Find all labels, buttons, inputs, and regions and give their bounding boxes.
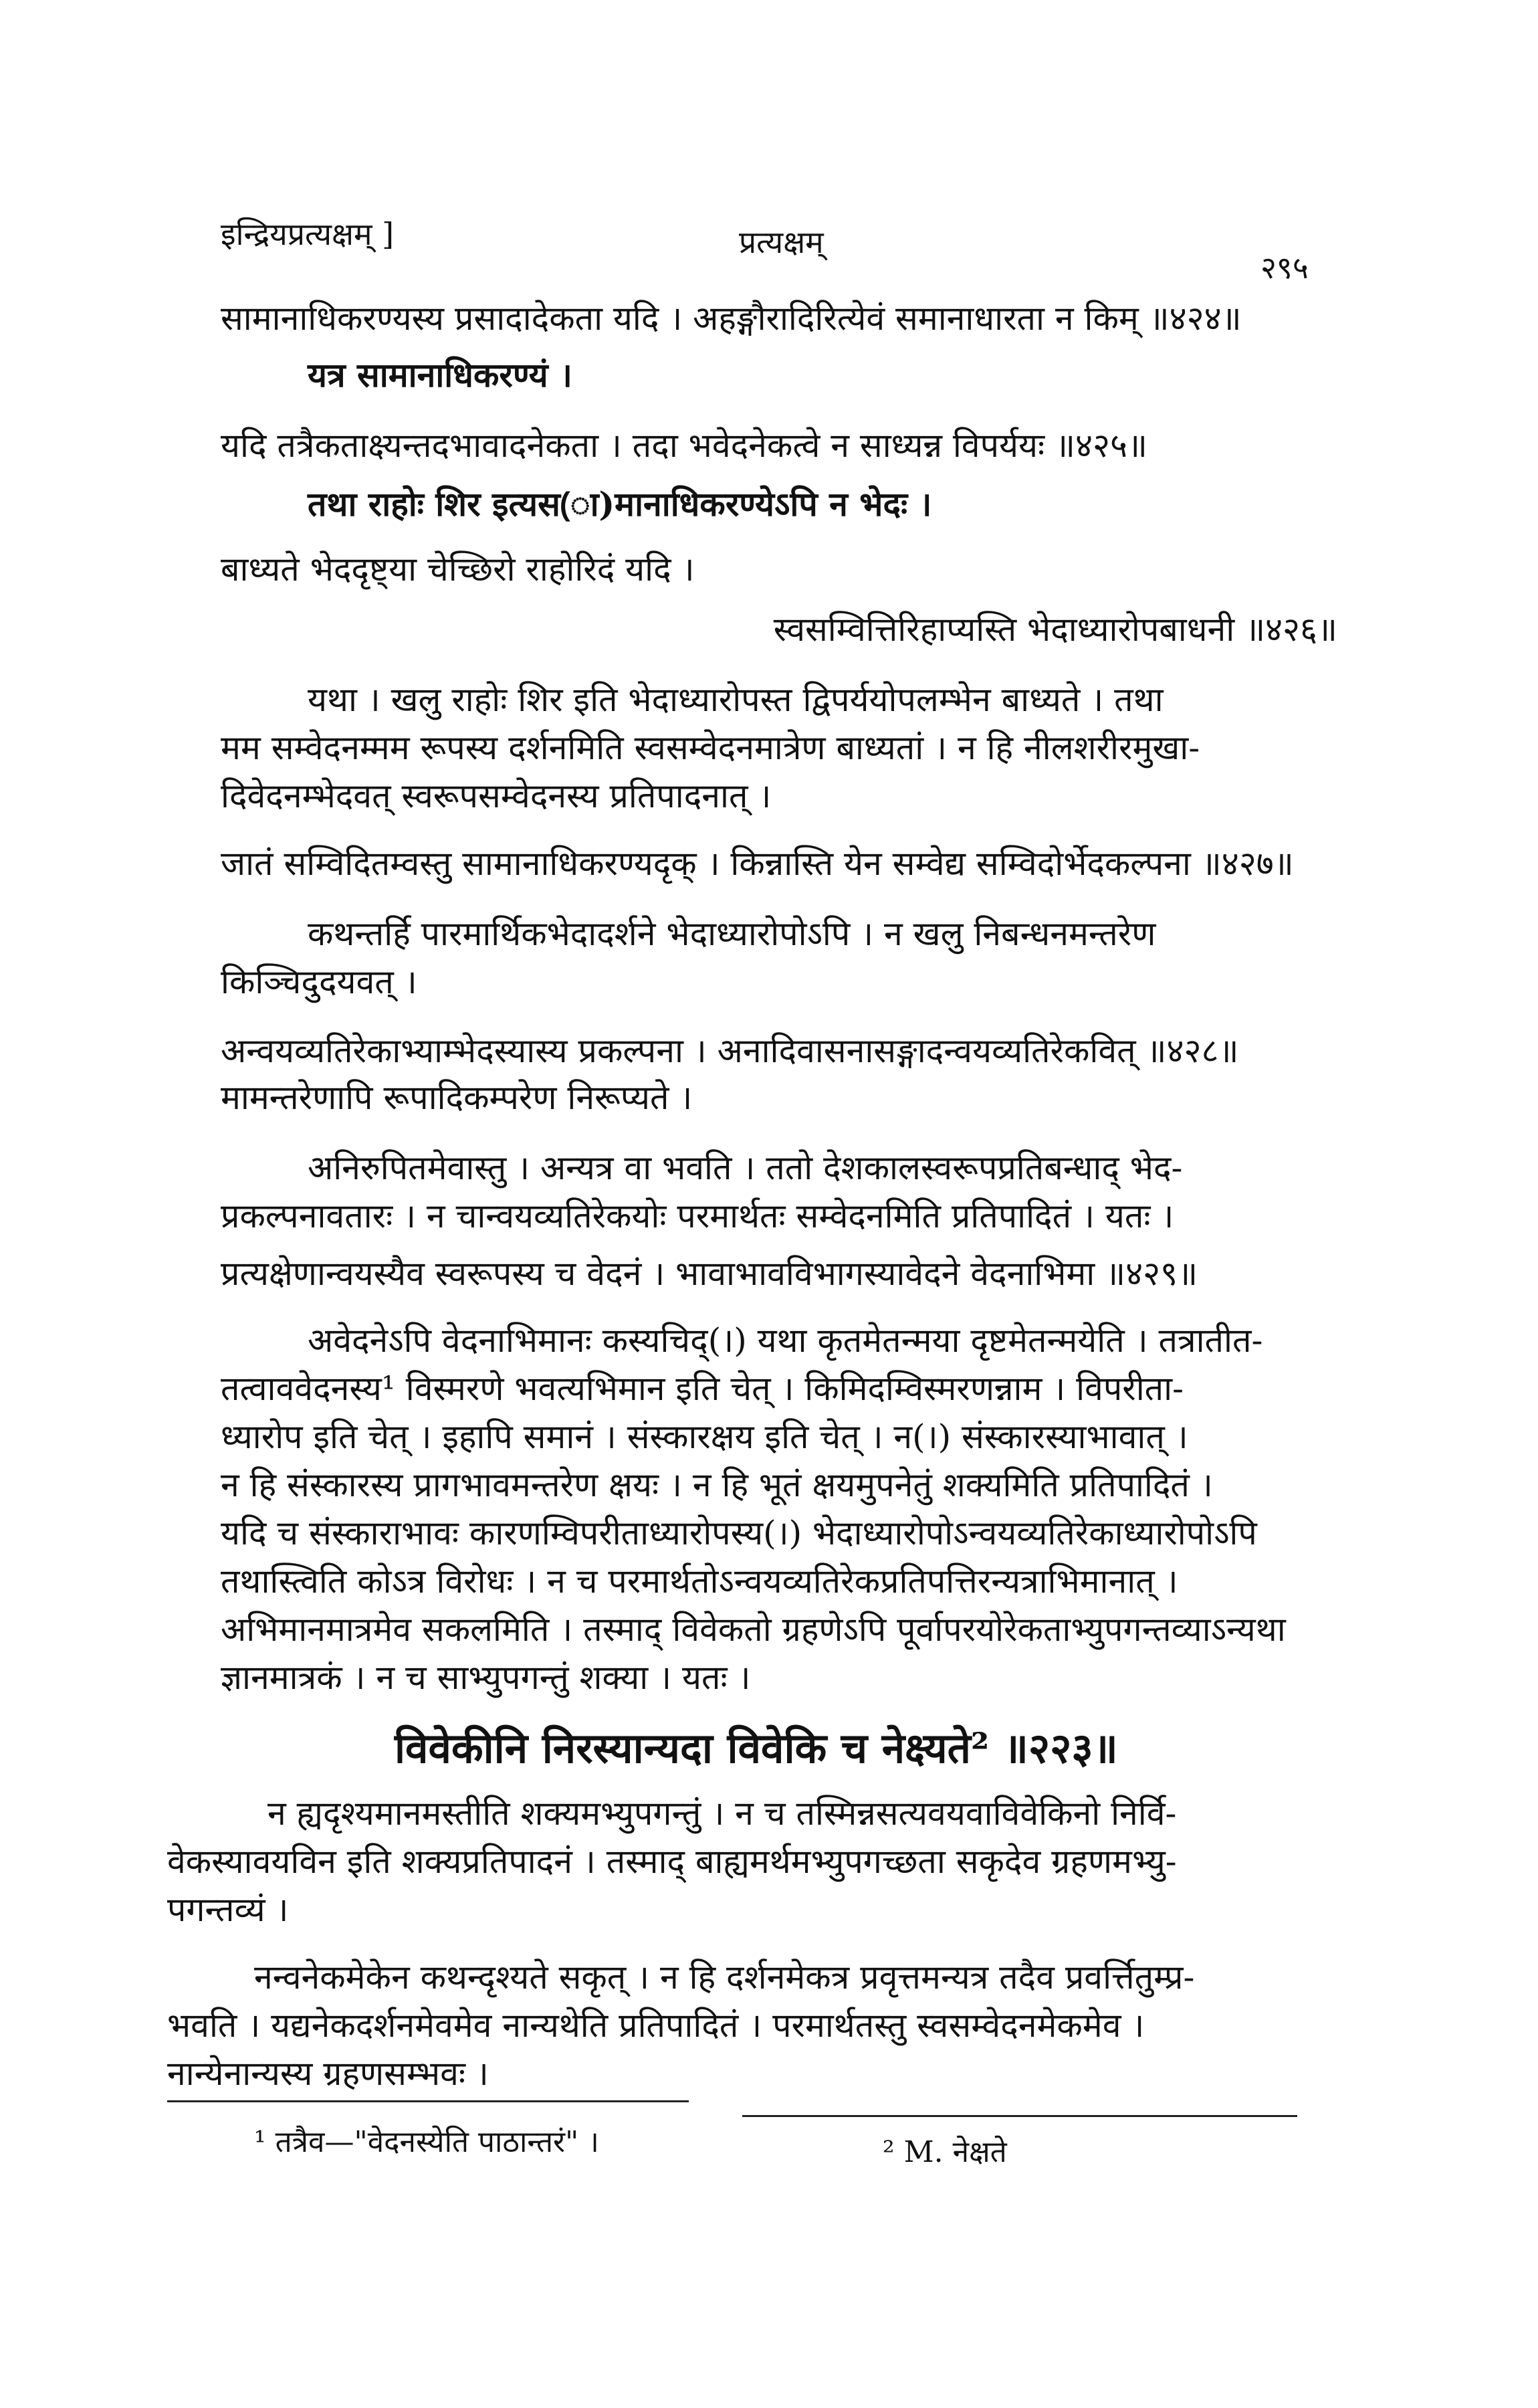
verse-429: प्रत्यक्षेणान्वयस्यैव स्वरूपस्य च वेदनं । भावाभावविभागस्यावेदने वेदनाभिमा ॥४२९॥ [221,1254,1198,1293]
verse-428-continuation: मामन्तरेणापि रूपादिकम्परेण निरूप्यते । [221,1078,693,1117]
verse-426-first-half: बाध्यते भेददृष्ट्या चेच्छिरो राहोरिदं यदि । [221,550,695,589]
karika-223: विवेकीनि निरस्यान्यदा विवेकि च नेक्ष्यते² ॥२२३॥ [395,1724,1118,1773]
commentary-line: न ह्यदृश्यमानमस्तीति शक्यमभ्युपगन्तुं । न च तस्मिन्नसत्यवयवाविवेकिनो निर्वि- [267,1794,1177,1833]
commentary-line: यदि च संस्काराभावः कारणम्विपरीताध्यारोपस्य(।) भेदाध्यारोपोऽन्वयव्यतिरेकाध्यारोपोऽपि [221,1514,1257,1552]
commentary-line: वेकस्यावयविन इति शक्यप्रतिपादनं । तस्माद् बाह्यमर्थमभ्युपगच्छता सकृदेव ग्रहणमभ्यु- [167,1842,1177,1881]
commentary-line: तत्वाववेदनस्य¹ विस्मरणे भवत्यभिमान इति चेत् । किमिदम्विस्मरणन्नाम । विपरीता- [221,1369,1184,1408]
footnote-1: ¹ तत्रैव—"वेदनस्येति पाठान्तरं" । [254,2125,599,2159]
commentary-line: ज्ञानमात्रकं । न च साभ्युपगन्तुं शक्या । यतः । [221,1658,751,1697]
commentary-line: नान्येनान्यस्य ग्रहणसम्भवः । [167,2054,489,2093]
verse-424: सामानाधिकरण्यस्य प्रसादादेकता यदि । अहङ्गौरादिरित्येवं समानाधारता न किम् ॥४२४॥ [221,299,1242,338]
commentary-line: पगन्तव्यं । [167,1890,289,1929]
commentary-line: यथा । खलु राहोः शिर इति भेदाध्यारोपस्त द्विपर्ययोपलम्भेन बाध्यते । तथा [308,680,1164,719]
commentary-line: प्रकल्पनावतारः । न चान्वयव्यतिरेकयोः परमार्थतः सम्वेदनमिति प्रतिपादितं । यतः । [221,1197,1174,1235]
commentary-line: अनिरुपितमेवास्तु । अन्यत्र वा भवति । ततो देशकालस्वरूपप्रतिबन्धाद् भेद- [308,1148,1183,1187]
verse-428: अन्वयव्यतिरेकाभ्याम्भेदस्यास्य प्रकल्पना । अनादिवासनासङ्गादन्वयव्यतिरेकवित् ॥४२८॥ [221,1031,1239,1070]
commentary-line: न हि संस्कारस्य प्रागभावमन्तरेण क्षयः । न हि भूतं क्षयमुपनेतुं शक्यमिति प्रतिपादितं । [221,1466,1213,1504]
footnote-rule-right [742,2115,1297,2117]
verse-425: यदि तत्रैकताक्ष्यन्तदभावादनेकता । तदा भवेदनेकत्वे न साध्यन्न विपर्ययः ॥४२५॥ [221,426,1147,465]
running-header-center: प्रत्यक्षम् [739,224,824,260]
running-header-left: इन्द्रियप्रत्यक्षम् ] [221,216,395,252]
verse-426-second-half: स्वसम्वित्तिरिहाप्यस्ति भेदाध्यारोपबाधनी ॥४२६॥ [773,610,1337,649]
commentary-line: ध्यारोप इति चेत् । इहापि समानं । संस्कारक्षय इति चेत् । न(।) संस्कारस्याभावात् । [221,1417,1188,1456]
commentary-line: तथा राहोः शिर इत्यस(ा)मानाधिकरण्येऽपि न भेदः । [308,484,932,524]
commentary-line: तथास्त्विति कोऽत्र विरोधः । न च परमार्थतोऽन्वयव्यतिरेकप्रतिपत्तिरन्यत्राभिमानात् । [221,1562,1178,1601]
commentary-line: नन्वनेकमेकेन कथन्दृश्यते सकृत् । न हि दर्शनमेकत्र प्रवृत्तमन्यत्र तदैव प्रवर्त्तितुम्प्र- [254,1958,1195,1997]
footnote-2: ² M. नेक्षते [883,2135,1007,2169]
commentary-line: कथन्तर्हि पारमार्थिकभेदादर्शने भेदाध्यारोपोऽपि । न खलु निबन्धनमन्तरेण [308,914,1156,953]
commentary-line: दिवेदनम्भेदवत् स्वरूपसम्वेदनस्य प्रतिपादनात् । [221,777,772,815]
commentary-line: यत्र सामानाधिकरण्यं । [308,355,572,395]
verse-427: जातं सम्विदितम्वस्तु सामानाधिकरण्यदृक् । किन्नास्ति येन सम्वेद्य सम्विदोर्भेदकल्पना ॥४२७॥ [221,844,1294,883]
page-number: २९५ [1260,249,1309,286]
commentary-line: भवति । यद्यनेकदर्शनमेवमेव नान्यथेति प्रतिपादितं । परमार्थतस्तु स्वसम्वेदनमेकमेव । [167,2006,1145,2045]
commentary-line: मम सम्वेदनम्मम रूपस्य दर्शनमिति स्वसम्वेदनमात्रेण बाध्यतां । न हि नीलशरीरमुखा- [221,728,1200,767]
footnote-rule-left [167,2100,689,2102]
commentary-line: अभिमानमात्रमेव सकलमिति । तस्माद् विवेकतो ग्रहणेऽपि पूर्वापरयोरेकताभ्युपगन्तव्याऽन्यथा [221,1610,1286,1649]
commentary-line: किञ्चिदुदयवत् । [221,963,417,1001]
commentary-line: अवेदनेऽपि वेदनाभिमानः कस्यचिद्(।) यथा कृतमेतन्मया दृष्टमेतन्मयेति । तत्रातीत- [308,1321,1263,1360]
